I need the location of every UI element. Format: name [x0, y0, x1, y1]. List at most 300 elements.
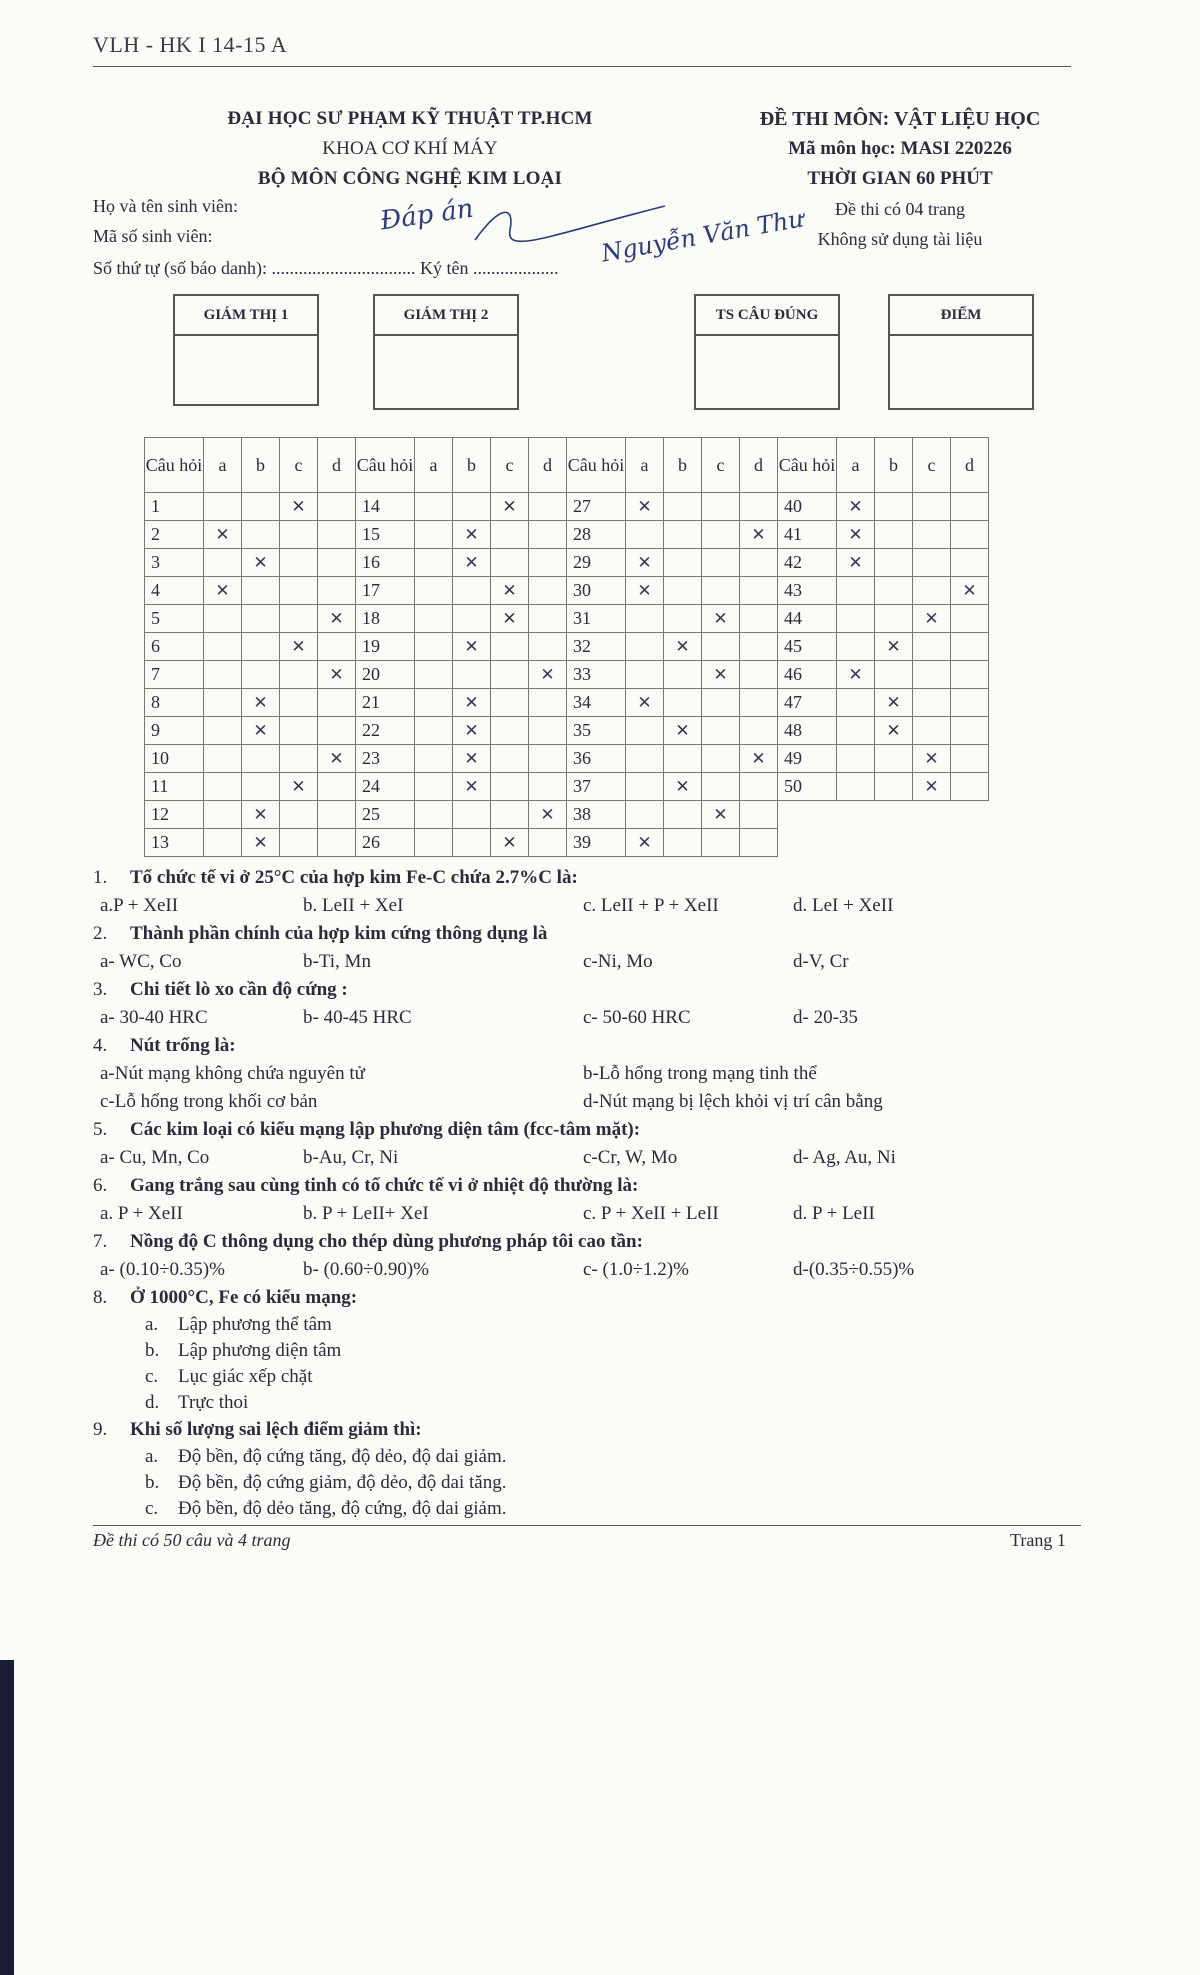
question-number: 11	[145, 773, 204, 801]
department-name: BỘ MÔN CÔNG NGHỆ KIM LOẠI	[257, 168, 563, 189]
answer-cell	[280, 521, 318, 549]
question-header: Câu hỏi	[567, 438, 626, 493]
footer-note: Đề thi có 50 câu và 4 trang	[93, 1530, 291, 1550]
answer-cell	[491, 689, 529, 717]
question-header: Câu hỏi	[778, 438, 837, 493]
option-header: d	[529, 438, 567, 493]
option-header: a	[837, 438, 875, 493]
answer-cell	[664, 549, 702, 577]
answer-cell	[626, 801, 664, 829]
blank-cell	[837, 829, 875, 857]
course-code	[720, 134, 1080, 164]
answer-cell	[702, 549, 740, 577]
proctor-1-label: GIÁM THỊ 1	[175, 296, 317, 336]
question-number: 19	[356, 633, 415, 661]
answer-cell	[453, 661, 491, 689]
answer-cell	[913, 689, 951, 717]
answer-cell	[453, 577, 491, 605]
answer-mark: ✕	[626, 549, 664, 577]
question-number: 10	[145, 745, 204, 773]
question-number: 8	[145, 689, 204, 717]
grid-row	[145, 549, 989, 577]
answer-cell	[740, 801, 778, 829]
exam-title: ĐỀ THI MÔN: VẬT LIỆU HỌC	[759, 108, 1041, 130]
answer-mark: ✕	[242, 717, 280, 745]
answer-cell	[664, 605, 702, 633]
answer-cell	[318, 689, 356, 717]
answer-option: b-Ti, Mn	[303, 951, 371, 972]
answer-cell	[837, 717, 875, 745]
question	[93, 976, 1083, 1032]
answer-cell	[626, 773, 664, 801]
answer-cell	[318, 633, 356, 661]
option-header: c	[913, 438, 951, 493]
proctor-2-box	[373, 294, 519, 410]
answer-cell	[951, 521, 989, 549]
answer-cell	[913, 717, 951, 745]
question-number: 31	[567, 605, 626, 633]
answer-mark: ✕	[740, 521, 778, 549]
answer-mark: ✕	[529, 801, 567, 829]
answer-cell	[415, 605, 453, 633]
answer-cell	[837, 633, 875, 661]
answer-mark: ✕	[702, 661, 740, 689]
answer-cell	[740, 773, 778, 801]
answer-cell	[204, 773, 242, 801]
answer-mark: ✕	[837, 521, 875, 549]
question-number: 49	[778, 745, 837, 773]
question-number: 48	[778, 717, 837, 745]
answer-cell	[280, 689, 318, 717]
answer-cell	[491, 661, 529, 689]
answer-cell	[875, 577, 913, 605]
answer-cell	[280, 577, 318, 605]
score-label: ĐIỂM	[890, 296, 1032, 336]
answer-mark: ✕	[740, 745, 778, 773]
answer-option: d- 20-35	[793, 1007, 858, 1028]
answer-cell	[280, 801, 318, 829]
exam-docs-note: Không sử dụng tài liệu	[817, 229, 983, 249]
answer-option: c- 50-60 HRC	[583, 1007, 691, 1028]
answer-option: a- (0.10÷0.35)%	[100, 1259, 225, 1280]
question-number: 15	[356, 521, 415, 549]
answer-cell	[740, 605, 778, 633]
grid-row	[145, 801, 989, 829]
answer-cell	[740, 717, 778, 745]
answer-cell	[664, 801, 702, 829]
grid-row	[145, 829, 989, 857]
answer-cell	[204, 745, 242, 773]
answer-cell	[740, 661, 778, 689]
answer-cell	[491, 745, 529, 773]
answer-mark: ✕	[491, 829, 529, 857]
question-number: 3	[145, 549, 204, 577]
answer-mark: ✕	[837, 661, 875, 689]
answer-option: d. LeI + XeII	[793, 895, 894, 916]
question-text: Nút trống là:	[130, 1035, 236, 1056]
question-number: 6	[145, 633, 204, 661]
question	[93, 1116, 1083, 1172]
answer-option: c-Cr, W, Mo	[583, 1147, 678, 1168]
answer-cell	[318, 521, 356, 549]
answer-mark: ✕	[280, 493, 318, 521]
question-number: 20	[356, 661, 415, 689]
answer-cell	[837, 605, 875, 633]
answer-option: Độ bền, độ cứng giảm, độ dẻo, độ dai tăng.	[178, 1472, 507, 1493]
question-number: 12	[145, 801, 204, 829]
question	[93, 864, 1083, 920]
answer-option: a-Nút mạng không chứa nguyên tử	[100, 1063, 365, 1084]
answer-mark: ✕	[913, 745, 951, 773]
answer-cell	[702, 773, 740, 801]
answer-mark: ✕	[242, 801, 280, 829]
answer-grid	[144, 437, 989, 857]
signer-name-handwriting: Nguyễn Văn Thư	[599, 204, 806, 268]
question-number: 16	[356, 549, 415, 577]
grid-row	[145, 633, 989, 661]
answer-cell	[529, 521, 567, 549]
answer-mark: ✕	[702, 605, 740, 633]
answer-cell	[415, 521, 453, 549]
grid-row	[145, 605, 989, 633]
option-letter: c.	[145, 1366, 159, 1387]
question-number: 4	[145, 577, 204, 605]
option-header: a	[204, 438, 242, 493]
answer-cell	[204, 717, 242, 745]
answer-option: a- 30-40 HRC	[100, 1007, 208, 1028]
answer-option: c-Lỗ hổng trong khối cơ bản	[100, 1091, 318, 1112]
course-code-label: Mã môn học:	[788, 138, 896, 159]
answer-mark: ✕	[453, 773, 491, 801]
grid-row	[145, 493, 989, 521]
answer-cell	[242, 605, 280, 633]
answer-option: b-Lỗ hổng trong mạng tinh thể	[583, 1063, 817, 1084]
answer-cell	[951, 745, 989, 773]
question-number: 29	[567, 549, 626, 577]
answer-option: b. LeII + XeI	[303, 895, 404, 916]
option-letter: c.	[145, 1498, 159, 1519]
answer-option: a. P + XeII	[100, 1203, 183, 1224]
question-number: 42	[778, 549, 837, 577]
exam-code-header: VLH - HK I 14-15 A	[93, 32, 288, 57]
answer-cell	[415, 661, 453, 689]
answer-cell	[491, 521, 529, 549]
answer-option: Độ bền, độ dẻo tăng, độ cứng, độ dai giảm.	[178, 1498, 507, 1519]
answer-cell	[626, 661, 664, 689]
answer-cell	[913, 633, 951, 661]
answer-mark: ✕	[453, 633, 491, 661]
answer-mark: ✕	[491, 605, 529, 633]
grid-row	[145, 745, 989, 773]
question-text: Tổ chức tế vi ở 25°C của hợp kim Fe-C chứa 2.7%C là:	[130, 867, 578, 888]
option-letter: a.	[145, 1446, 159, 1467]
answer-cell	[951, 773, 989, 801]
answer-mark: ✕	[204, 521, 242, 549]
answer-cell	[875, 773, 913, 801]
option-header: c	[702, 438, 740, 493]
option-header: c	[280, 438, 318, 493]
answer-cell	[702, 633, 740, 661]
question-number: 37	[567, 773, 626, 801]
question-number: 5.	[93, 1119, 108, 1140]
grid-row	[145, 717, 989, 745]
answer-cell	[318, 717, 356, 745]
answer-cell	[529, 577, 567, 605]
question-number: 4.	[93, 1035, 108, 1056]
answer-cell	[875, 745, 913, 773]
answer-cell	[664, 661, 702, 689]
question-number: 2	[145, 521, 204, 549]
answer-mark: ✕	[875, 689, 913, 717]
question-number: 2.	[93, 923, 108, 944]
question-text: Gang trắng sau cùng tinh có tổ chức tế vi ở nhiệt độ thường là:	[130, 1175, 639, 1196]
score-box	[888, 294, 1034, 410]
answer-cell	[529, 745, 567, 773]
answer-cell	[951, 549, 989, 577]
answer-cell	[626, 605, 664, 633]
answer-cell	[664, 493, 702, 521]
answer-key-handwriting: Đáp án	[378, 193, 476, 237]
answer-cell	[740, 689, 778, 717]
option-header: d	[951, 438, 989, 493]
answer-cell	[913, 521, 951, 549]
answer-mark: ✕	[204, 577, 242, 605]
answer-cell	[837, 577, 875, 605]
answer-mark: ✕	[837, 549, 875, 577]
answer-cell	[242, 745, 280, 773]
answer-cell	[702, 689, 740, 717]
grid-row	[145, 661, 989, 689]
question-header: Câu hỏi	[356, 438, 415, 493]
question-number: 1	[145, 493, 204, 521]
answer-cell	[415, 633, 453, 661]
question-number: 7.	[93, 1231, 108, 1252]
answer-cell	[913, 577, 951, 605]
answer-option: c. P + XeII + LeII	[583, 1203, 719, 1224]
answer-cell	[242, 577, 280, 605]
answer-cell	[664, 745, 702, 773]
option-letter: d.	[145, 1392, 160, 1413]
answer-cell	[529, 493, 567, 521]
scan-edge	[0, 1660, 14, 1975]
header-divider	[93, 66, 1071, 67]
answer-cell	[415, 549, 453, 577]
page-number: Trang 1	[1010, 1530, 1066, 1550]
answer-cell	[626, 633, 664, 661]
proctor-1-box	[173, 294, 319, 406]
answer-cell	[280, 661, 318, 689]
blank-cell	[778, 829, 837, 857]
question-number: 9	[145, 717, 204, 745]
answer-cell	[664, 521, 702, 549]
answer-cell	[529, 773, 567, 801]
answer-cell	[913, 493, 951, 521]
answer-cell	[529, 717, 567, 745]
answer-mark: ✕	[453, 521, 491, 549]
answer-mark: ✕	[913, 773, 951, 801]
answer-mark: ✕	[702, 801, 740, 829]
answer-cell	[415, 689, 453, 717]
answer-mark: ✕	[664, 633, 702, 661]
answer-cell	[626, 745, 664, 773]
answer-cell	[740, 577, 778, 605]
question	[93, 1172, 1083, 1228]
answer-cell	[664, 577, 702, 605]
question-number: 8.	[93, 1287, 108, 1308]
answer-cell	[702, 493, 740, 521]
answer-cell	[453, 829, 491, 857]
answer-cell	[951, 661, 989, 689]
answer-cell	[491, 717, 529, 745]
option-letter: b.	[145, 1472, 160, 1493]
answer-cell	[280, 605, 318, 633]
correct-count-box	[694, 294, 840, 410]
answer-cell	[242, 521, 280, 549]
answer-cell	[740, 633, 778, 661]
answer-cell	[242, 633, 280, 661]
blank-cell	[913, 829, 951, 857]
answer-cell	[280, 745, 318, 773]
answer-cell	[740, 549, 778, 577]
answer-cell	[875, 549, 913, 577]
answer-option: Độ bền, độ cứng tăng, độ dẻo, độ dai giảm.	[178, 1446, 507, 1467]
answer-option: a- Cu, Mn, Co	[100, 1147, 210, 1168]
answer-cell	[702, 717, 740, 745]
answer-mark: ✕	[913, 605, 951, 633]
answer-cell	[837, 773, 875, 801]
question-number: 33	[567, 661, 626, 689]
answer-cell	[204, 689, 242, 717]
answer-cell	[837, 689, 875, 717]
question-number: 17	[356, 577, 415, 605]
answer-cell	[318, 493, 356, 521]
answer-cell	[875, 605, 913, 633]
question	[93, 1228, 1083, 1284]
question-number: 22	[356, 717, 415, 745]
question-number: 32	[567, 633, 626, 661]
answer-cell	[626, 717, 664, 745]
answer-cell	[837, 745, 875, 773]
answer-option: b-Au, Cr, Ni	[303, 1147, 399, 1168]
question-text: Chi tiết lò xo cần độ cứng :	[130, 979, 348, 1000]
grid-row	[145, 689, 989, 717]
answer-mark: ✕	[318, 745, 356, 773]
answer-option: b- (0.60÷0.90)%	[303, 1259, 429, 1280]
answer-cell	[242, 773, 280, 801]
answer-mark: ✕	[280, 633, 318, 661]
question	[93, 1032, 1083, 1116]
answer-option: d- Ag, Au, Ni	[793, 1147, 896, 1168]
answer-cell	[280, 549, 318, 577]
question	[93, 920, 1083, 976]
option-header: b	[453, 438, 491, 493]
answer-mark: ✕	[529, 661, 567, 689]
answer-cell	[318, 549, 356, 577]
answer-mark: ✕	[951, 577, 989, 605]
answer-mark: ✕	[242, 689, 280, 717]
question-header: Câu hỏi	[145, 438, 204, 493]
answer-cell	[242, 661, 280, 689]
option-header: b	[664, 438, 702, 493]
answer-cell	[951, 717, 989, 745]
answer-mark: ✕	[242, 829, 280, 857]
answer-cell	[491, 773, 529, 801]
question-list	[93, 864, 1083, 1522]
answer-option: d-V, Cr	[793, 951, 849, 972]
question-number: 41	[778, 521, 837, 549]
option-letter: a.	[145, 1314, 159, 1335]
student-id-label: Mã số sinh viên:	[93, 226, 213, 246]
faculty-name: KHOA CƠ KHÍ MÁY	[322, 138, 498, 159]
question	[93, 1416, 1083, 1522]
question-number: 47	[778, 689, 837, 717]
answer-option: b- 40-45 HRC	[303, 1007, 412, 1028]
answer-cell	[626, 521, 664, 549]
question-number: 1.	[93, 867, 108, 888]
option-header: a	[626, 438, 664, 493]
question-text: Nồng độ C thông dụng cho thép dùng phương pháp tôi cao tần:	[130, 1231, 643, 1252]
school-name: ĐẠI HỌC SƯ PHẠM KỸ THUẬT TP.HCM	[227, 108, 593, 129]
answer-mark: ✕	[318, 605, 356, 633]
answer-cell	[280, 717, 318, 745]
answer-mark: ✕	[664, 717, 702, 745]
question-number: 44	[778, 605, 837, 633]
answer-option: Lập phương diện tâm	[178, 1340, 342, 1361]
answer-option: c- (1.0÷1.2)%	[583, 1259, 689, 1280]
answer-mark: ✕	[453, 689, 491, 717]
answer-cell	[242, 493, 280, 521]
answer-cell	[702, 745, 740, 773]
answer-mark: ✕	[280, 773, 318, 801]
option-header: a	[415, 438, 453, 493]
answer-cell	[702, 521, 740, 549]
question-number: 23	[356, 745, 415, 773]
answer-mark: ✕	[837, 493, 875, 521]
answer-cell	[204, 549, 242, 577]
answer-mark: ✕	[626, 829, 664, 857]
answer-cell	[529, 689, 567, 717]
question-number: 7	[145, 661, 204, 689]
answer-cell	[453, 493, 491, 521]
answer-cell	[204, 661, 242, 689]
answer-cell	[491, 633, 529, 661]
answer-mark: ✕	[318, 661, 356, 689]
answer-mark: ✕	[453, 717, 491, 745]
question-number: 38	[567, 801, 626, 829]
option-header: b	[242, 438, 280, 493]
answer-mark: ✕	[242, 549, 280, 577]
question-number: 50	[778, 773, 837, 801]
answer-cell	[740, 829, 778, 857]
answer-option: Lục giác xếp chặt	[178, 1366, 313, 1387]
question-text: Khi số lượng sai lệch điểm giảm thì:	[130, 1419, 422, 1440]
footer-divider	[93, 1525, 1081, 1526]
course-code-value: MASI 220226	[900, 138, 1012, 159]
answer-cell	[913, 661, 951, 689]
answer-cell	[664, 689, 702, 717]
option-header: b	[875, 438, 913, 493]
answer-cell	[529, 549, 567, 577]
question-number: 21	[356, 689, 415, 717]
answer-cell	[318, 801, 356, 829]
answer-cell	[491, 801, 529, 829]
answer-cell	[875, 493, 913, 521]
exam-time: THỜI GIAN 60 PHÚT	[807, 168, 993, 189]
answer-cell	[453, 605, 491, 633]
option-letter: b.	[145, 1340, 160, 1361]
answer-option: Lập phương thể tâm	[178, 1314, 332, 1335]
question-number: 46	[778, 661, 837, 689]
